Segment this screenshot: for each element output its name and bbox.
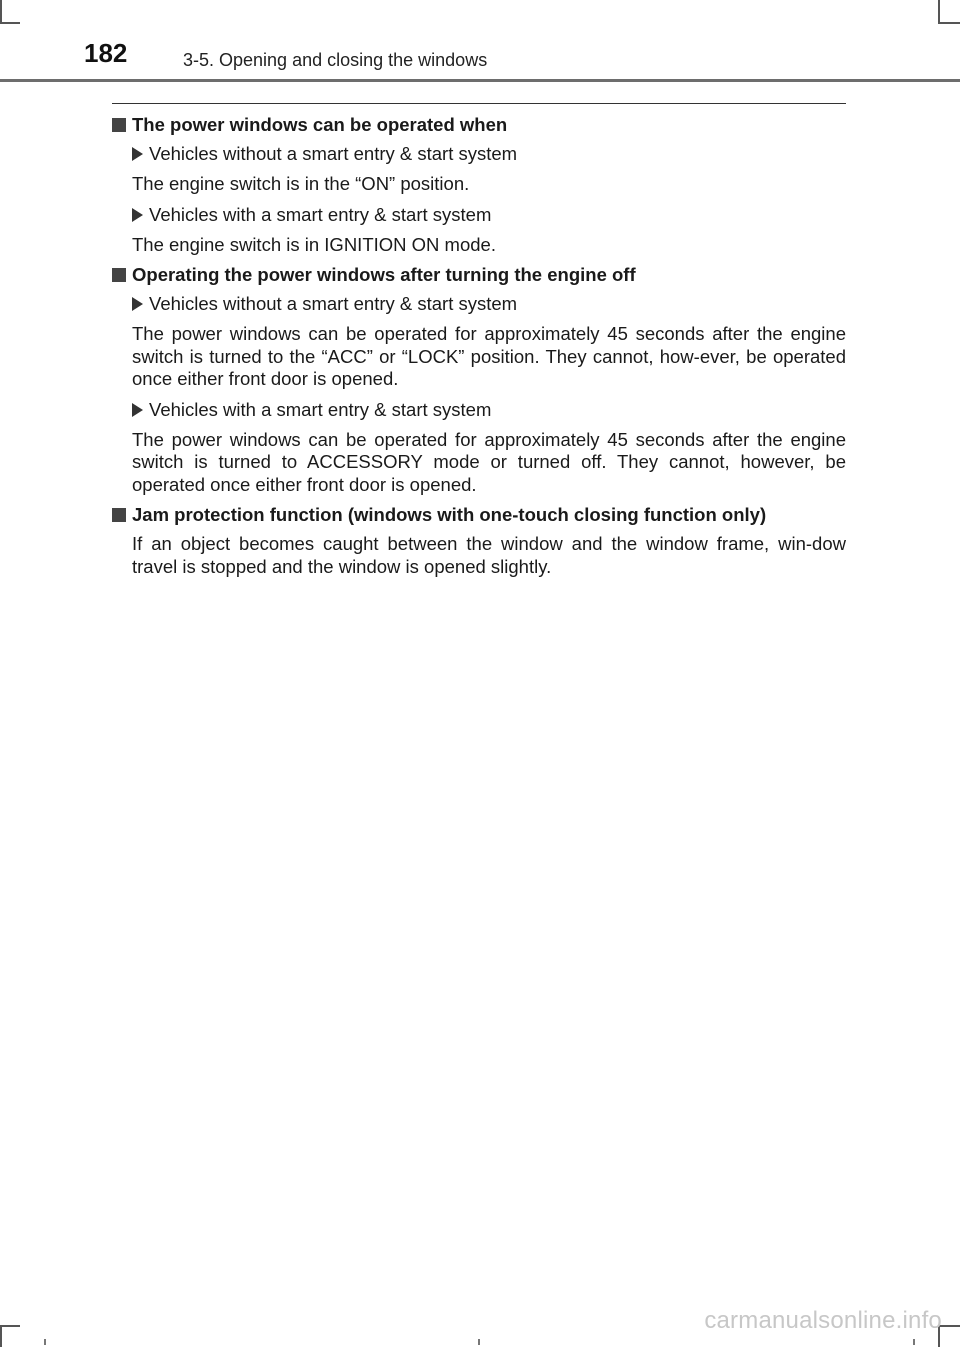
- header-rule: [0, 79, 960, 82]
- paragraph: The power windows can be operated for approximately 45 seconds after the engine switch is turned to ACCESSORY mode or turned off. They cannot, however, be operated once either front door is opened.: [132, 428, 846, 495]
- sub-heading-text: Vehicles with a smart entry & start system: [149, 398, 492, 420]
- section-heading-text: The power windows can be operated when: [132, 114, 508, 135]
- section-heading-text: Jam protection function (windows with one-touch closing function only): [132, 504, 767, 525]
- triangle-bullet-icon: [132, 147, 143, 161]
- sub-heading: [132, 204, 846, 226]
- triangle-bullet-icon: [132, 208, 143, 222]
- crop-tick: [913, 1339, 915, 1345]
- sub-heading: [132, 399, 846, 421]
- section-heading-text: Operating the power windows after turning the engine off: [132, 264, 636, 285]
- watermark: carmanualsonline.info: [704, 1307, 942, 1334]
- triangle-bullet-icon: [132, 297, 143, 311]
- page-body: [112, 114, 846, 586]
- sub-heading: [132, 293, 846, 315]
- content-rule: [112, 103, 846, 104]
- section-heading: [112, 114, 846, 136]
- crop-tick: [478, 1339, 480, 1345]
- crop-mark: [0, 1327, 2, 1347]
- sub-heading-text: Vehicles with a smart entry & start system: [149, 203, 492, 225]
- crop-mark: [0, 1325, 20, 1327]
- page-header: [0, 0, 960, 84]
- sub-heading: [132, 143, 846, 165]
- triangle-bullet-icon: [132, 403, 143, 417]
- paragraph: The engine switch is in IGNITION ON mode.: [132, 233, 496, 255]
- section-heading: [112, 504, 846, 526]
- paragraph: The engine switch is in the “ON” position.: [132, 173, 470, 194]
- section-title: 3-5. Opening and closing the windows: [183, 50, 488, 70]
- sub-heading-text: Vehicles without a smart entry & start system: [149, 143, 518, 164]
- paragraph: The power windows can be operated for approximately 45 seconds after the engine switch is turned to the “ACC” or “LOCK” position. They cannot, how-ever, be operated once either front door is opened.: [132, 323, 846, 389]
- square-bullet-icon: [112, 268, 126, 282]
- section-heading: [112, 264, 846, 286]
- paragraph: If an object becomes caught between the window and the window frame, win-dow travel is stopped and the window is opened slightly.: [132, 533, 846, 577]
- square-bullet-icon: [112, 118, 126, 132]
- page-number: 182: [84, 38, 128, 68]
- square-bullet-icon: [112, 508, 126, 522]
- sub-heading-text: Vehicles without a smart entry & start system: [149, 293, 518, 314]
- crop-tick: [44, 1339, 46, 1345]
